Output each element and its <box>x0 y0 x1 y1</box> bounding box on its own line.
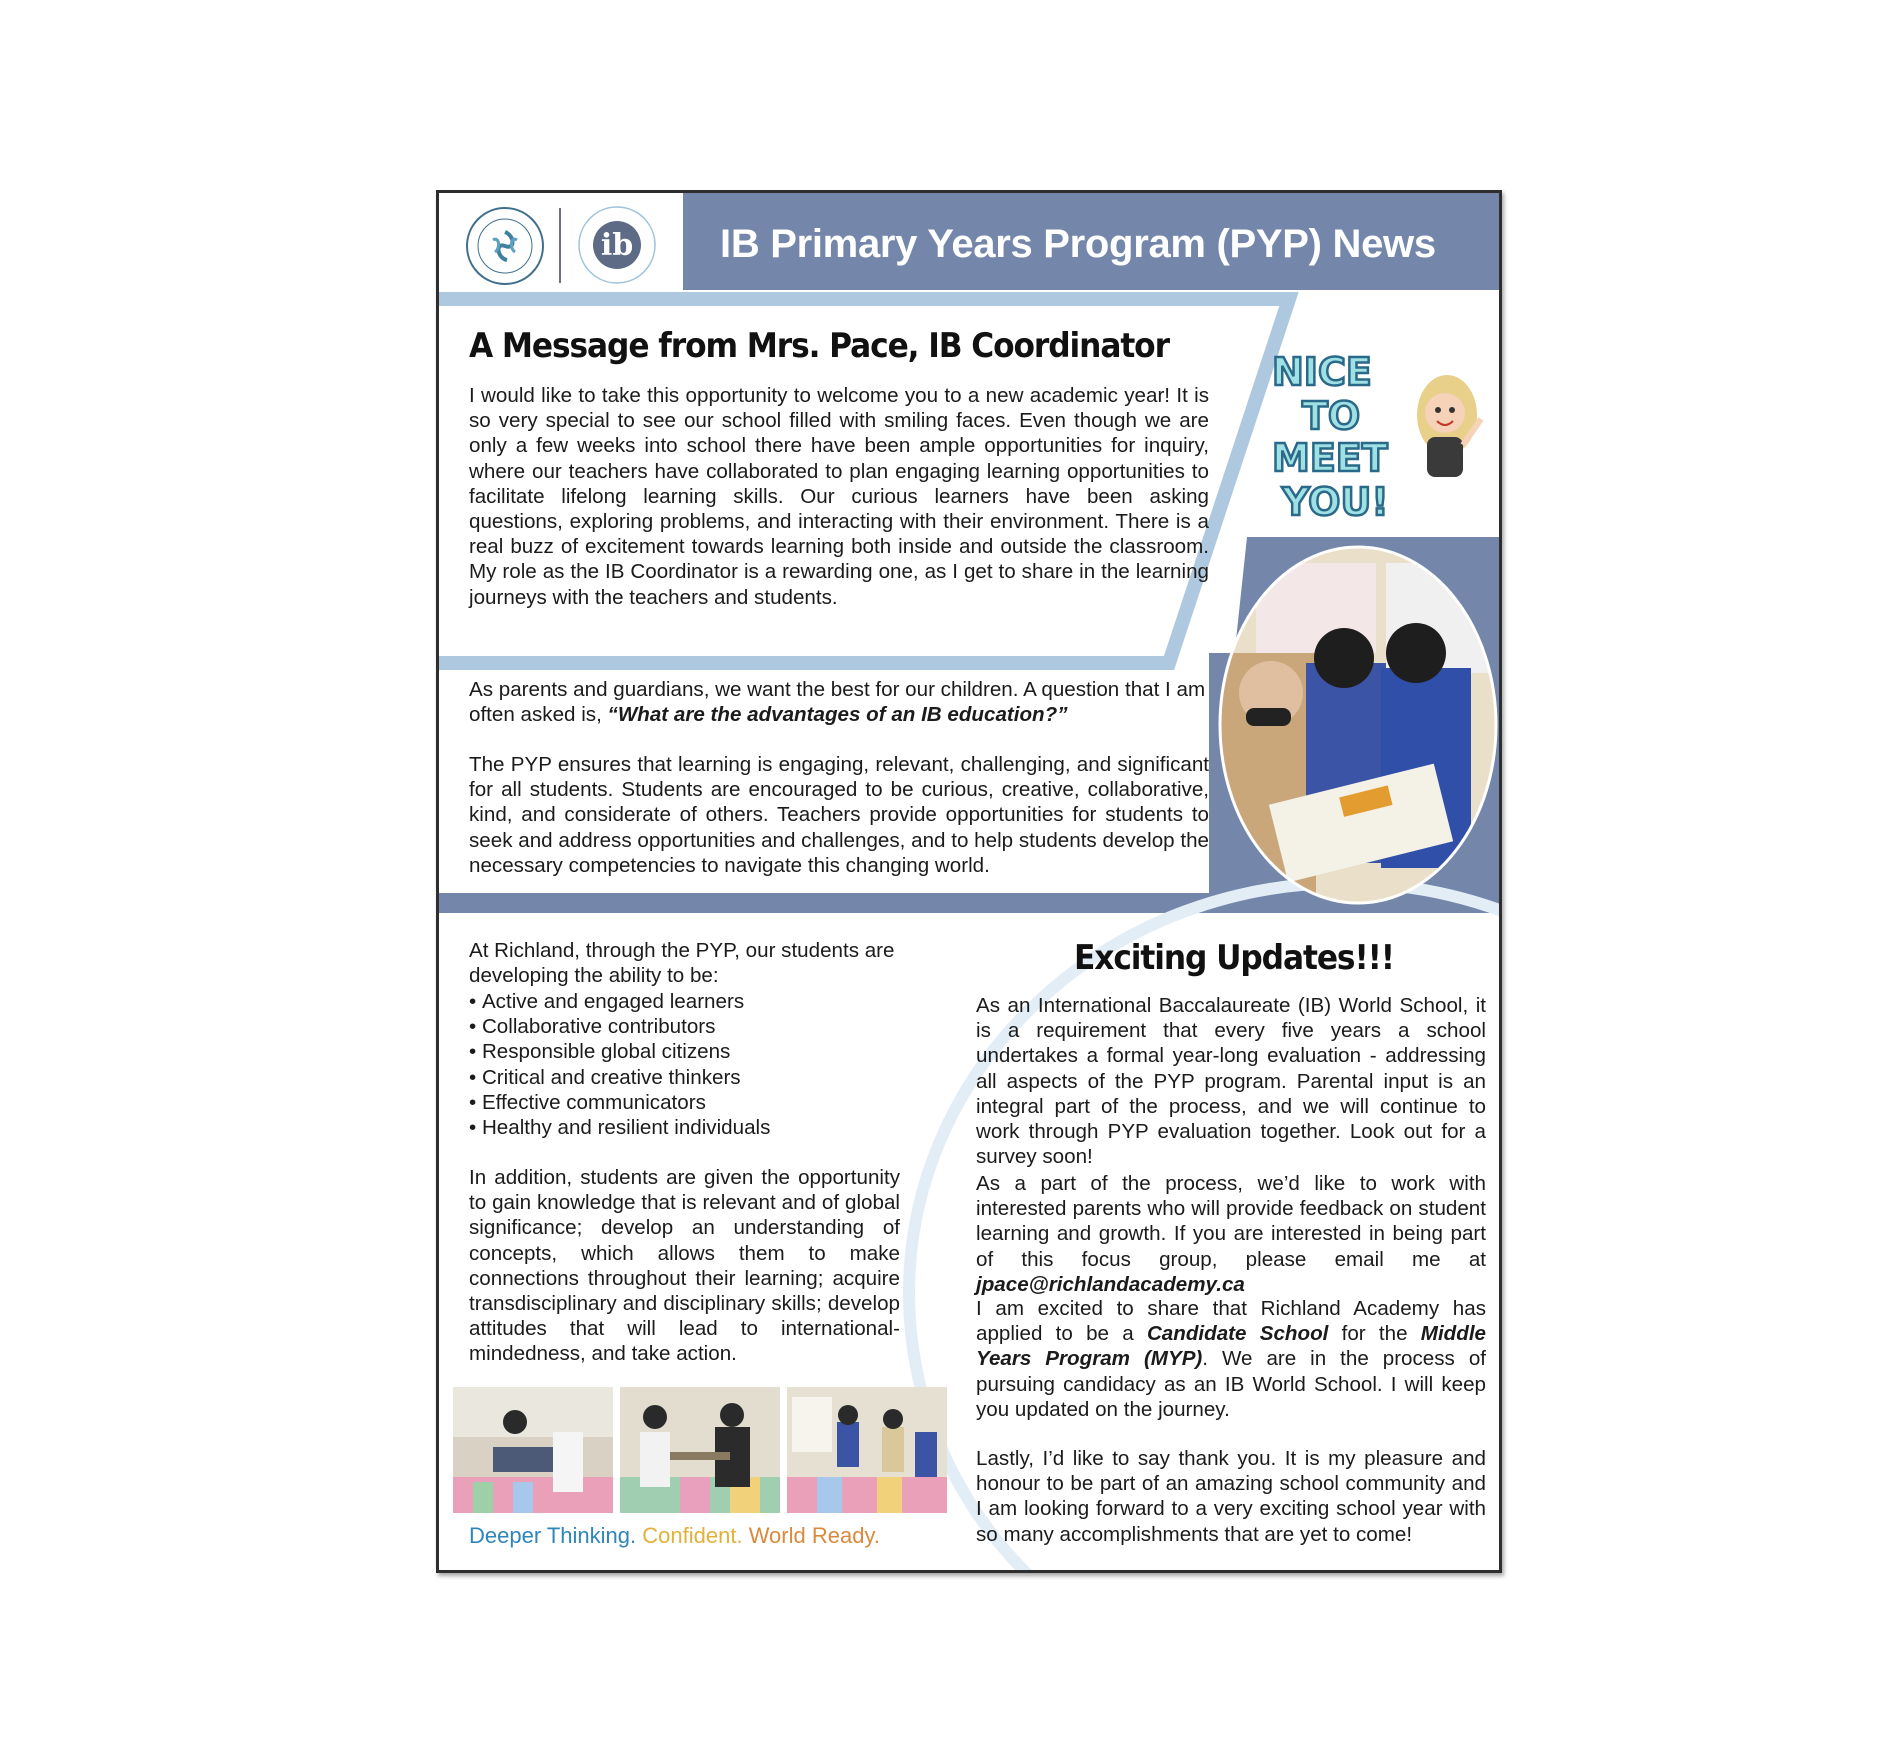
question-paragraph <box>469 677 1209 727</box>
updates-paragraph-2 <box>976 1171 1486 1297</box>
updates-heading: Exciting Updates!!! <box>1074 938 1394 978</box>
tagline-part-3: World Ready. <box>748 1523 880 1548</box>
list-item: • Responsible global citizens <box>469 1039 929 1064</box>
ib-logo <box>577 205 657 285</box>
message-heading: A Message from Mrs. Pace, IB Coordinator <box>469 326 1169 366</box>
updates-p3-part-c: . We are in the process of pursuing candidacy as an IB World School. I will keep you updated on the journey. <box>976 1347 1486 1421</box>
updates-p3-part-b: for the <box>1328 1322 1421 1346</box>
svg-text:MEET: MEET <box>1272 436 1388 480</box>
logo-divider <box>559 208 561 283</box>
updates-paragraph-1: As an International Baccalaureate (IB) World School, it is a requirement that every five years a school undertakes a formal year-long evaluation - addressing all aspects of the PYP program. Parental input is an integral part of the process, and we will continue to work through PYP evaluation together. Look out for a survey soon! <box>976 994 1486 1169</box>
page-title: IB Primary Years Program (PYP) News <box>720 222 1436 266</box>
candidate-school-emphasis: Candidate School <box>1146 1322 1329 1346</box>
nice-to-meet-you-sticker <box>1267 345 1497 525</box>
updates-p3-part-a: I am excited to share that Richland Academy has applied to be a <box>976 1297 1486 1346</box>
list-item: • Active and engaged learners <box>469 989 929 1014</box>
updates-paragraph-2-lead: As a part of the process, we’d like to work with interested parents who will provide feedback on student learning and growth. If you are interested in being part of this focus group, please email me at <box>976 1172 1486 1271</box>
abilities-intro: At Richland, through the PYP, our students are developing the ability to be: <box>469 939 895 988</box>
richland-logo <box>465 206 545 286</box>
svg-text:YOU!: YOU! <box>1282 480 1389 524</box>
myp-emphasis: Middle Years Program (MYP) <box>976 1322 1487 1371</box>
school-tagline <box>469 1523 880 1549</box>
list-item: • Critical and creative thinkers <box>469 1065 929 1090</box>
newsletter-page <box>436 190 1502 1573</box>
question-emphasis: “What are the advantages of an IB education?” <box>607 703 1068 727</box>
svg-text:ib: ib <box>600 228 634 263</box>
svg-text:NICE: NICE <box>1272 350 1372 394</box>
list-item: • Collaborative contributors <box>469 1014 929 1039</box>
classroom-photo-3 <box>787 1387 947 1513</box>
abilities-list <box>469 989 929 1140</box>
svg-text:TO: TO <box>1302 394 1361 438</box>
tagline-part-1: Deeper Thinking. <box>469 1523 637 1548</box>
teacher-students-reading-photo <box>1216 543 1500 907</box>
contact-email[interactable]: jpace@richlandacademy.ca <box>976 1272 1245 1296</box>
classroom-photo-2 <box>620 1387 780 1513</box>
list-item: • Healthy and resilient individuals <box>469 1115 929 1140</box>
updates-paragraph-4: Lastly, I’d like to say thank you. It is my pleasure and honour to be part of an amazing school community and I am looking forward to a very exciting school year with so many accomplishments that are yet to come! <box>976 1447 1486 1546</box>
updates-paragraph-3 <box>976 1296 1486 1422</box>
list-item: • Effective communicators <box>469 1090 929 1115</box>
tagline-part-2: Confident. <box>642 1523 743 1548</box>
question-lead: As parents and guardians, we want the best for our children. A question that I am often asked is, <box>469 678 1206 727</box>
classroom-photo-1 <box>453 1387 613 1513</box>
abilities-addition: In addition, students are given the opportunity to gain knowledge that is relevant and of global significance; develop an understanding of concepts, which allows them to make connections throughout their learning; acquire transdisciplinary and disciplinary skills; develop attitudes that will lead to international-mindedness, and take action. <box>469 1166 900 1366</box>
message-intro: I would like to take this opportunity to welcome you to a new academic year! It is so very special to see our school filled with smiling faces. Even though we are only a few weeks into school there have been ample opportunities for inquiry, where our teachers have collaborated to plan engaging learning opportunities to facilitate lifelong learning skills. Our curious learners have been asking questions, exploring problems, and interacting with their environment. There is a real buzz of excitement towards learning both inside and outside the classroom. My role as the IB Coordinator is a rewarding one, as I get to share in the learning journeys with the teachers and students. <box>469 384 1209 609</box>
pyp-paragraph: The PYP ensures that learning is engaging, relevant, challenging, and significant for all students. Students are encouraged to be curious, creative, collaborative, kind, and considerate of others. Teachers provide opportunities for students to seek and address opportunities and challenges, and to help students develop the necessary competencies to navigate this changing world. <box>469 753 1209 877</box>
